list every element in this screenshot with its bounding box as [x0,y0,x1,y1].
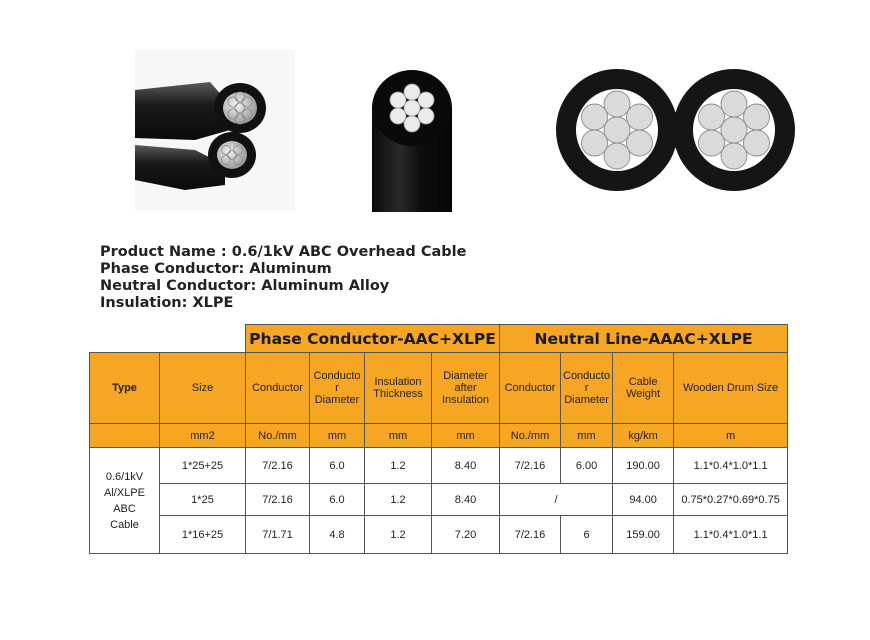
table-row [90,516,788,554]
insulation-thickness-cell: 1.2 [365,448,432,484]
size-unit: mm2 [160,424,246,448]
drum-size-cell: 1.1*0.4*1.0*1.1 [674,516,788,554]
size-cell: 1*16+25 [160,516,246,554]
phase-conductor-cell: 7/2.16 [246,448,310,484]
phase-diameter-cell: 6.0 [310,484,365,516]
neutral-merged-cell: / [500,484,613,516]
neutral-conductor-cell: 7/2.16 [500,516,561,554]
neutral-conductor-cell: 7/2.16 [500,448,561,484]
blank-cell [90,325,160,353]
type-header: Type [90,353,160,424]
drum-size-cell: 1.1*0.4*1.0*1.1 [674,448,788,484]
insulation-thickness-unit: mm [365,424,432,448]
phase-conductor-cell: 7/1.71 [246,516,310,554]
blank-cell [160,325,246,353]
cable-weight-cell: 159.00 [613,516,674,554]
drum-size-unit: m [674,424,788,448]
cable-weight-cell: 94.00 [613,484,674,516]
table-row [90,484,788,516]
neutral-conductor-info: Neutral Conductor: Aluminum Alloy [100,278,390,294]
spec-table [89,324,788,554]
phase-diameter-cell: 4.8 [310,516,365,554]
diameter-after-cell: 8.40 [432,448,500,484]
cable-weight-header: Cable Weight [613,353,674,424]
insulation-thickness-cell: 1.2 [365,484,432,516]
product-name: Product Name : 0.6/1kV ABC Overhead Cable [100,244,467,260]
unit-cell [90,424,160,448]
cable-end-photo [360,68,464,212]
neutral-diameter-unit: mm [561,424,613,448]
phase-diameter-header: Conducto r Diameter [310,353,365,424]
insulation-thickness-header: Insulation Thickness [365,353,432,424]
diameter-after-cell: 8.40 [432,484,500,516]
type-cell: 0.6/1kV Al/XLPE ABC Cable [90,448,160,554]
neutral-diameter-header: Conducto r Diameter [561,353,613,424]
phase-conductor-info: Phase Conductor: Aluminum [100,261,332,277]
insulation-info: Insulation: XLPE [100,295,234,311]
phase-diameter-unit: mm [310,424,365,448]
diameter-after-unit: mm [432,424,500,448]
phase-conductor-cell: 7/2.16 [246,484,310,516]
drum-size-cell: 0.75*0.27*0.69*0.75 [674,484,788,516]
neutral-group-header: Neutral Line-AAAC+XLPE [500,325,788,353]
phase-diameter-cell: 6.0 [310,448,365,484]
cable-weight-unit: kg/km [613,424,674,448]
neutral-diameter-cell: 6.00 [561,448,613,484]
diameter-after-cell: 7.20 [432,516,500,554]
size-cell: 1*25 [160,484,246,516]
neutral-diameter-cell: 6 [561,516,613,554]
phase-conductor-header: Conductor [246,353,310,424]
neutral-conductor-unit: No./mm [500,424,561,448]
phase-conductor-unit: No./mm [246,424,310,448]
product-info [100,244,466,312]
cable-weight-cell: 190.00 [613,448,674,484]
insulation-thickness-cell: 1.2 [365,516,432,554]
neutral-conductor-header: Conductor [500,353,561,424]
phase-group-header: Phase Conductor-AAC+XLPE [246,325,500,353]
size-header: Size [160,353,246,424]
cross-section-diagram [553,66,799,194]
table-row [90,448,788,484]
size-cell: 1*25+25 [160,448,246,484]
diameter-after-header: Diameter after Insulation [432,353,500,424]
drum-size-header: Wooden Drum Size [674,353,788,424]
cable-side-photo [135,50,295,210]
